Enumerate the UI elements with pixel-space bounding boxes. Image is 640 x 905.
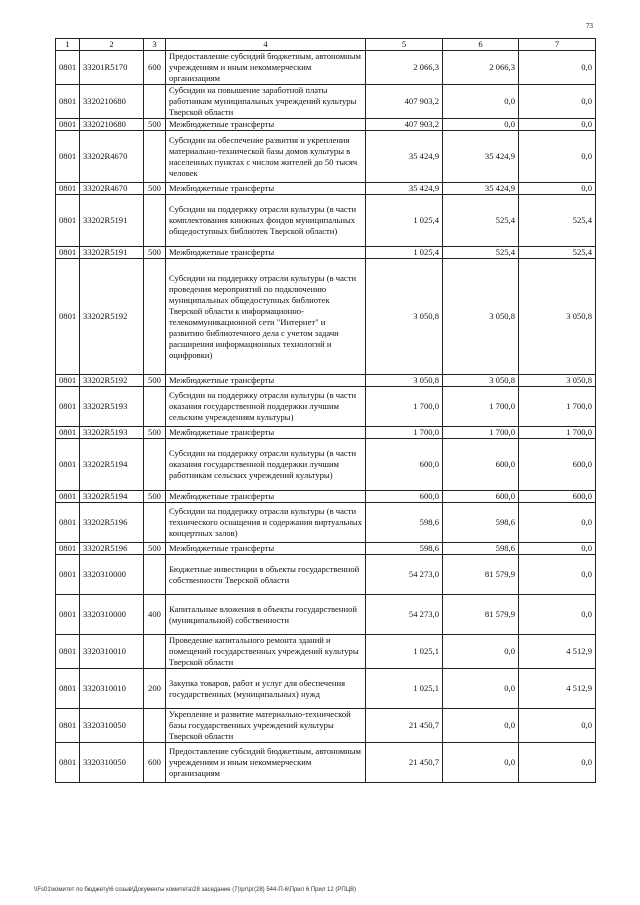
section-code-cell: 0801 xyxy=(56,743,80,783)
table-row xyxy=(56,387,596,427)
table-row xyxy=(56,743,596,783)
amount-col5-cell: 1 025,4 xyxy=(366,247,443,259)
section-code-cell: 0801 xyxy=(56,51,80,85)
table-row xyxy=(56,491,596,503)
table-row xyxy=(56,247,596,259)
column-header: 1 xyxy=(56,39,80,51)
amount-col7-cell: 3 050,8 xyxy=(519,375,596,387)
amount-col5-cell: 35 424,9 xyxy=(366,131,443,183)
target-article-cell: 33202R5191 xyxy=(80,247,144,259)
amount-col7-cell: 0,0 xyxy=(519,709,596,743)
expense-type-cell xyxy=(144,555,166,595)
table-row xyxy=(56,439,596,491)
amount-col6-cell: 600,0 xyxy=(443,439,519,491)
section-code-cell: 0801 xyxy=(56,183,80,195)
section-code-cell: 0801 xyxy=(56,669,80,709)
expense-type-cell xyxy=(144,259,166,375)
expense-type-cell xyxy=(144,439,166,491)
amount-col7-cell: 0,0 xyxy=(519,131,596,183)
table-row xyxy=(56,85,596,119)
amount-col6-cell: 0,0 xyxy=(443,635,519,669)
amount-col5-cell: 21 450,7 xyxy=(366,743,443,783)
description-cell: Субсидии на повышение заработной платы работникам муниципальных учреждений культуры Тверской области xyxy=(166,85,366,119)
amount-col7-cell: 600,0 xyxy=(519,439,596,491)
expense-type-cell: 500 xyxy=(144,247,166,259)
budget-table xyxy=(55,38,596,783)
amount-col7-cell: 600,0 xyxy=(519,491,596,503)
description-cell: Межбюджетные трансферты xyxy=(166,427,366,439)
target-article-cell: 3320310010 xyxy=(80,635,144,669)
amount-col7-cell: 0,0 xyxy=(519,543,596,555)
file-path-footer: \\Fs01\комитет по бюджету\6 созыв\Документы комитета\28 заседание (7)\рг\рг(28) 544-П-6\Прил 6 Прил 12 (РПЦВ) xyxy=(34,887,357,893)
description-cell: Предоставление субсидий бюджетным, автономным учреждениям и иным некоммерческим организациям xyxy=(166,51,366,85)
amount-col5-cell: 1 700,0 xyxy=(366,387,443,427)
description-cell: Межбюджетные трансферты xyxy=(166,119,366,131)
expense-type-cell xyxy=(144,635,166,669)
amount-col6-cell: 35 424,9 xyxy=(443,183,519,195)
amount-col5-cell: 3 050,8 xyxy=(366,259,443,375)
page-number: 73 xyxy=(586,22,593,30)
expense-type-cell: 600 xyxy=(144,51,166,85)
amount-col6-cell: 600,0 xyxy=(443,491,519,503)
section-code-cell: 0801 xyxy=(56,259,80,375)
table-row xyxy=(56,119,596,131)
amount-col5-cell: 598,6 xyxy=(366,543,443,555)
section-code-cell: 0801 xyxy=(56,85,80,119)
table-row xyxy=(56,131,596,183)
description-cell: Субсидии на обеспечение развития и укрепления материально-технической базы домов культуры в населенных пунктах с числом жителей до 50 тысяч человек xyxy=(166,131,366,183)
target-article-cell: 3320210680 xyxy=(80,85,144,119)
target-article-cell: 33202R4670 xyxy=(80,131,144,183)
target-article-cell: 3320210680 xyxy=(80,119,144,131)
table-row xyxy=(56,555,596,595)
target-article-cell: 33202R5194 xyxy=(80,439,144,491)
expense-type-cell: 500 xyxy=(144,491,166,503)
amount-col5-cell: 1 025,1 xyxy=(366,635,443,669)
amount-col5-cell: 600,0 xyxy=(366,491,443,503)
table-row xyxy=(56,51,596,85)
amount-col6-cell: 1 700,0 xyxy=(443,427,519,439)
amount-col6-cell: 598,6 xyxy=(443,543,519,555)
amount-col6-cell: 1 700,0 xyxy=(443,387,519,427)
target-article-cell: 33202R5193 xyxy=(80,427,144,439)
description-cell: Субсидии на поддержку отрасли культуры (в части оказания государственной поддержки лучшим работникам сельских учреждений культуры) xyxy=(166,439,366,491)
table-row xyxy=(56,709,596,743)
table-row xyxy=(56,183,596,195)
section-code-cell: 0801 xyxy=(56,491,80,503)
table-row xyxy=(56,543,596,555)
table-row xyxy=(56,669,596,709)
section-code-cell: 0801 xyxy=(56,375,80,387)
target-article-cell: 33202R5196 xyxy=(80,543,144,555)
column-header: 7 xyxy=(519,39,596,51)
table-row xyxy=(56,503,596,543)
expense-type-cell xyxy=(144,503,166,543)
amount-col5-cell: 407 903,2 xyxy=(366,85,443,119)
section-code-cell: 0801 xyxy=(56,131,80,183)
amount-col5-cell: 598,6 xyxy=(366,503,443,543)
amount-col6-cell: 525,4 xyxy=(443,247,519,259)
expense-type-cell: 500 xyxy=(144,119,166,131)
amount-col5-cell: 407 903,2 xyxy=(366,119,443,131)
target-article-cell: 33202R5192 xyxy=(80,259,144,375)
amount-col6-cell: 81 579,9 xyxy=(443,555,519,595)
section-code-cell: 0801 xyxy=(56,387,80,427)
table-row xyxy=(56,427,596,439)
amount-col7-cell: 0,0 xyxy=(519,85,596,119)
description-cell: Субсидии на поддержку отрасли культуры (в части комплектования книжных фондов муниципальных общедоступных библиотек Тверской области) xyxy=(166,195,366,247)
amount-col7-cell: 0,0 xyxy=(519,555,596,595)
target-article-cell: 33202R5196 xyxy=(80,503,144,543)
amount-col6-cell: 3 050,8 xyxy=(443,259,519,375)
table-header-row xyxy=(56,39,596,51)
expense-type-cell xyxy=(144,387,166,427)
amount-col7-cell: 1 700,0 xyxy=(519,427,596,439)
expense-type-cell: 500 xyxy=(144,427,166,439)
description-cell: Закупка товаров, работ и услуг для обеспечения государственных (муниципальных) нужд xyxy=(166,669,366,709)
description-cell: Субсидии на поддержку отрасли культуры (в части оказания государственной поддержки лучшим сельским учреждениям культуры) xyxy=(166,387,366,427)
target-article-cell: 3320310010 xyxy=(80,669,144,709)
amount-col5-cell: 54 273,0 xyxy=(366,595,443,635)
amount-col6-cell: 35 424,9 xyxy=(443,131,519,183)
table-row xyxy=(56,595,596,635)
amount-col6-cell: 3 050,8 xyxy=(443,375,519,387)
description-cell: Межбюджетные трансферты xyxy=(166,183,366,195)
section-code-cell: 0801 xyxy=(56,635,80,669)
amount-col5-cell: 1 025,4 xyxy=(366,195,443,247)
column-header: 6 xyxy=(443,39,519,51)
amount-col7-cell: 0,0 xyxy=(519,119,596,131)
target-article-cell: 3320310050 xyxy=(80,743,144,783)
section-code-cell: 0801 xyxy=(56,439,80,491)
table-row xyxy=(56,635,596,669)
description-cell: Межбюджетные трансферты xyxy=(166,491,366,503)
expense-type-cell: 400 xyxy=(144,595,166,635)
amount-col7-cell: 0,0 xyxy=(519,51,596,85)
target-article-cell: 33202R5194 xyxy=(80,491,144,503)
table-row xyxy=(56,259,596,375)
description-cell: Межбюджетные трансферты xyxy=(166,247,366,259)
amount-col5-cell: 600,0 xyxy=(366,439,443,491)
section-code-cell: 0801 xyxy=(56,195,80,247)
amount-col7-cell: 0,0 xyxy=(519,183,596,195)
amount-col7-cell: 4 512,9 xyxy=(519,669,596,709)
section-code-cell: 0801 xyxy=(56,427,80,439)
description-cell: Субсидии на поддержку отрасли культуры (в части технического оснащения и содержания виртуальных концертных залов) xyxy=(166,503,366,543)
description-cell: Межбюджетные трансферты xyxy=(166,375,366,387)
column-header: 5 xyxy=(366,39,443,51)
amount-col6-cell: 0,0 xyxy=(443,709,519,743)
amount-col6-cell: 81 579,9 xyxy=(443,595,519,635)
section-code-cell: 0801 xyxy=(56,247,80,259)
description-cell: Проведение капитального ремонта зданий и помещений государственных учреждений культуры Тверской области xyxy=(166,635,366,669)
expense-type-cell xyxy=(144,709,166,743)
description-cell: Укрепление и развитие материально-технической базы государственных учреждений культуры Тверской области xyxy=(166,709,366,743)
amount-col6-cell: 598,6 xyxy=(443,503,519,543)
amount-col5-cell: 21 450,7 xyxy=(366,709,443,743)
target-article-cell: 3320310050 xyxy=(80,709,144,743)
description-cell: Предоставление субсидий бюджетным, автономным учреждениям и иным некоммерческим организациям xyxy=(166,743,366,783)
amount-col5-cell: 1 700,0 xyxy=(366,427,443,439)
amount-col7-cell: 4 512,9 xyxy=(519,635,596,669)
section-code-cell: 0801 xyxy=(56,555,80,595)
expense-type-cell xyxy=(144,131,166,183)
column-header: 3 xyxy=(144,39,166,51)
section-code-cell: 0801 xyxy=(56,709,80,743)
amount-col7-cell: 0,0 xyxy=(519,595,596,635)
expense-type-cell: 600 xyxy=(144,743,166,783)
amount-col5-cell: 2 066,3 xyxy=(366,51,443,85)
target-article-cell: 33201R5170 xyxy=(80,51,144,85)
section-code-cell: 0801 xyxy=(56,595,80,635)
target-article-cell: 3320310000 xyxy=(80,595,144,635)
expense-type-cell xyxy=(144,85,166,119)
target-article-cell: 33202R4670 xyxy=(80,183,144,195)
amount-col6-cell: 0,0 xyxy=(443,119,519,131)
description-cell: Бюджетные инвестиции в объекты государственной собственности Тверской области xyxy=(166,555,366,595)
expense-type-cell: 200 xyxy=(144,669,166,709)
column-header: 2 xyxy=(80,39,144,51)
amount-col6-cell: 0,0 xyxy=(443,85,519,119)
amount-col5-cell: 3 050,8 xyxy=(366,375,443,387)
description-cell: Капитальные вложения в объекты государственной (муниципальной) собственности xyxy=(166,595,366,635)
expense-type-cell xyxy=(144,195,166,247)
section-code-cell: 0801 xyxy=(56,503,80,543)
table-row xyxy=(56,375,596,387)
expense-type-cell: 500 xyxy=(144,543,166,555)
amount-col5-cell: 35 424,9 xyxy=(366,183,443,195)
target-article-cell: 33202R5191 xyxy=(80,195,144,247)
target-article-cell: 33202R5192 xyxy=(80,375,144,387)
section-code-cell: 0801 xyxy=(56,543,80,555)
amount-col5-cell: 1 025,1 xyxy=(366,669,443,709)
target-article-cell: 3320310000 xyxy=(80,555,144,595)
amount-col6-cell: 525,4 xyxy=(443,195,519,247)
amount-col7-cell: 525,4 xyxy=(519,195,596,247)
expense-type-cell: 500 xyxy=(144,183,166,195)
amount-col7-cell: 3 050,8 xyxy=(519,259,596,375)
description-cell: Субсидии на поддержку отрасли культуры (в части проведения мероприятий по подключению муниципальных общедоступных библиотек Тверской области к информационно-телекоммуникационной сети "Интернет" и развитию библиотечного дела с учетом задачи расширения информационных технологий и оцифровки) xyxy=(166,259,366,375)
amount-col7-cell: 0,0 xyxy=(519,743,596,783)
amount-col6-cell: 0,0 xyxy=(443,669,519,709)
table-row xyxy=(56,195,596,247)
amount-col6-cell: 0,0 xyxy=(443,743,519,783)
expense-type-cell: 500 xyxy=(144,375,166,387)
section-code-cell: 0801 xyxy=(56,119,80,131)
amount-col7-cell: 0,0 xyxy=(519,503,596,543)
target-article-cell: 33202R5193 xyxy=(80,387,144,427)
column-header: 4 xyxy=(166,39,366,51)
amount-col6-cell: 2 066,3 xyxy=(443,51,519,85)
amount-col7-cell: 1 700,0 xyxy=(519,387,596,427)
amount-col5-cell: 54 273,0 xyxy=(366,555,443,595)
description-cell: Межбюджетные трансферты xyxy=(166,543,366,555)
amount-col7-cell: 525,4 xyxy=(519,247,596,259)
table-body xyxy=(56,51,596,783)
